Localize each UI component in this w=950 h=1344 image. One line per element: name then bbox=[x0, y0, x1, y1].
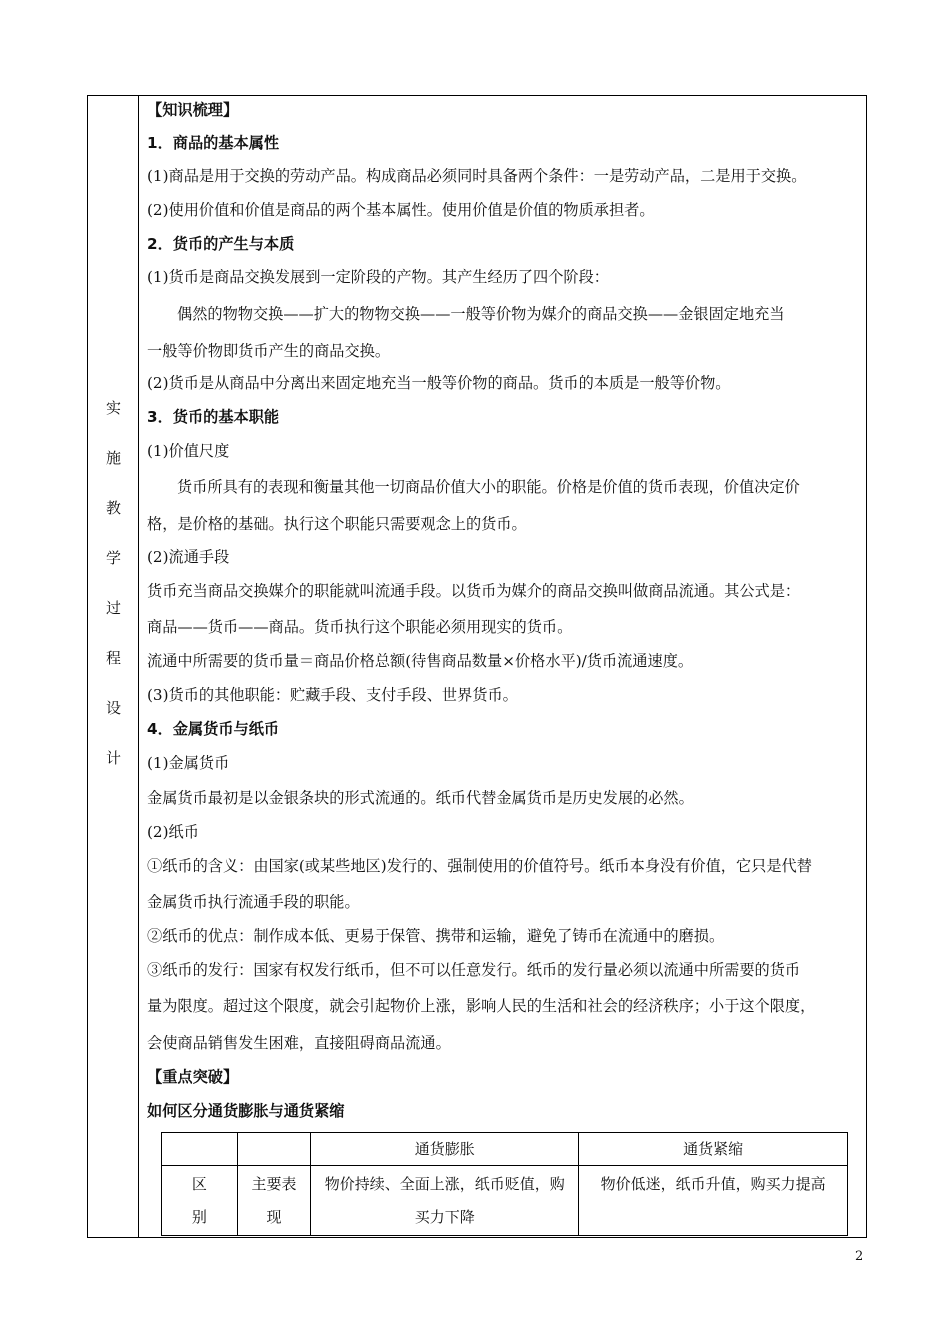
paragraph-line: 会使商品销售发生困难，直接阻碍商品流通。 bbox=[147, 1034, 451, 1052]
table-cell-empty bbox=[237, 1133, 311, 1166]
table-row-label bbox=[162, 1166, 238, 1236]
section-label-char: 程 bbox=[105, 649, 121, 667]
sub-label-line: 现 bbox=[266, 1208, 282, 1226]
paragraph-line: (1)商品是用于交换的劳动产品。构成商品必须同时具备两个条件：一是劳动产品，二是用于交换。 bbox=[147, 167, 807, 185]
paragraph-line: 金属货币执行流通手段的职能。 bbox=[147, 893, 360, 911]
section-label-column bbox=[88, 96, 139, 1237]
paragraph-line: 偶然的物物交换——扩大的物物交换——一般等价物为媒介的商品交换——金银固定地充当 bbox=[177, 305, 785, 323]
row-label-line: 别 bbox=[191, 1208, 207, 1226]
table-cell-deflation bbox=[579, 1166, 848, 1236]
cell-line: 物价持续、全面上涨，纸币贬值，购 bbox=[324, 1175, 565, 1193]
paragraph-line: 货币充当商品交换媒介的职能就叫流通手段。以货币为媒介的商品交换叫做商品流通。其公式是： bbox=[147, 582, 801, 600]
table-row bbox=[162, 1166, 848, 1236]
section-label-char: 学 bbox=[105, 549, 121, 567]
table-header-deflation: 通货紧缩 bbox=[579, 1133, 848, 1166]
heading-money-functions: 3．货币的基本职能 bbox=[147, 408, 280, 426]
section-label-char: 计 bbox=[105, 749, 121, 767]
page-number: 2 bbox=[855, 1249, 864, 1264]
section-label-char: 实 bbox=[105, 399, 121, 417]
paragraph-line: ①纸币的含义：由国家(或某些地区)发行的、强制使用的价值符号。纸币本身没有价值，它只是代替 bbox=[147, 857, 812, 875]
sub-label-line: 主要表 bbox=[251, 1175, 297, 1193]
heading-knowledge: 【知识梳理】 bbox=[147, 101, 239, 119]
paragraph-line: 流通中所需要的货币量＝商品价格总额(待售商品数量×价格水平)/货币流通速度。 bbox=[147, 652, 694, 670]
paragraph-line: 金属货币最初是以金银条块的形式流通的。纸币代替金属货币是历史发展的必然。 bbox=[147, 789, 694, 807]
section-label-char: 教 bbox=[105, 499, 121, 517]
paragraph-line: ③纸币的发行：国家有权发行纸币，但不可以任意发行。纸币的发行量必须以流通中所需要的货币 bbox=[147, 961, 801, 979]
section-label-char: 施 bbox=[105, 449, 121, 467]
comparison-table bbox=[161, 1132, 848, 1236]
content-area bbox=[139, 96, 866, 1237]
row-label-line: 区 bbox=[191, 1175, 207, 1193]
paragraph-line: (2)流通手段 bbox=[147, 548, 230, 566]
section-label-char: 设 bbox=[105, 699, 121, 717]
heading-inflation-vs-deflation: 如何区分通货膨胀与通货紧缩 bbox=[147, 1102, 345, 1120]
paragraph-line: (3)货币的其他职能：贮藏手段、支付手段、世界货币。 bbox=[147, 686, 518, 704]
paragraph-line: (2)货币是从商品中分离出来固定地充当一般等价物的商品。货币的本质是一般等价物。 bbox=[147, 374, 731, 392]
paragraph-line: (1)价值尺度 bbox=[147, 442, 230, 460]
cell-line: 买力下降 bbox=[414, 1208, 475, 1226]
paragraph-line: (1)金属货币 bbox=[147, 754, 230, 772]
heading-commodity-attributes: 1．商品的基本属性 bbox=[147, 134, 280, 152]
paragraph-line: ②纸币的优点：制作成本低、更易于保管、携带和运输，避免了铸币在流通中的磨损。 bbox=[147, 927, 725, 945]
table-cell-empty bbox=[162, 1133, 238, 1166]
paragraph-line: (2)使用价值和价值是商品的两个基本属性。使用价值是价值的物质承担者。 bbox=[147, 201, 655, 219]
section-label-char: 过 bbox=[105, 599, 121, 617]
paragraph-line: 一般等价物即货币产生的商品交换。 bbox=[147, 342, 390, 360]
heading-metal-paper-money: 4．金属货币与纸币 bbox=[147, 720, 280, 738]
lesson-frame bbox=[87, 95, 867, 1238]
paragraph-line: (2)纸币 bbox=[147, 823, 199, 841]
paragraph-line: (1)货币是商品交换发展到一定阶段的产物。其产生经历了四个阶段： bbox=[147, 268, 609, 286]
table-header-row bbox=[162, 1133, 848, 1166]
heading-key-points: 【重点突破】 bbox=[147, 1068, 239, 1086]
paragraph-line: 量为限度。超过这个限度，就会引起物价上涨，影响人民的生活和社会的经济秩序；小于这个限度， bbox=[147, 997, 816, 1015]
table-cell-inflation bbox=[311, 1166, 579, 1236]
paragraph-line: 格，是价格的基础。执行这个职能只需要观念上的货币。 bbox=[147, 515, 527, 533]
cell-line: 物价低迷，纸币升值，购买力提高 bbox=[600, 1175, 826, 1193]
table-header-inflation: 通货膨胀 bbox=[311, 1133, 579, 1166]
heading-money-origin: 2．货币的产生与本质 bbox=[147, 235, 295, 253]
paragraph-line: 商品——货币——商品。货币执行这个职能必须用现实的货币。 bbox=[147, 618, 573, 636]
paragraph-line: 货币所具有的表现和衡量其他一切商品价值大小的职能。价格是价值的货币表现，价值决定价 bbox=[177, 478, 800, 496]
table-sub-label bbox=[237, 1166, 311, 1236]
